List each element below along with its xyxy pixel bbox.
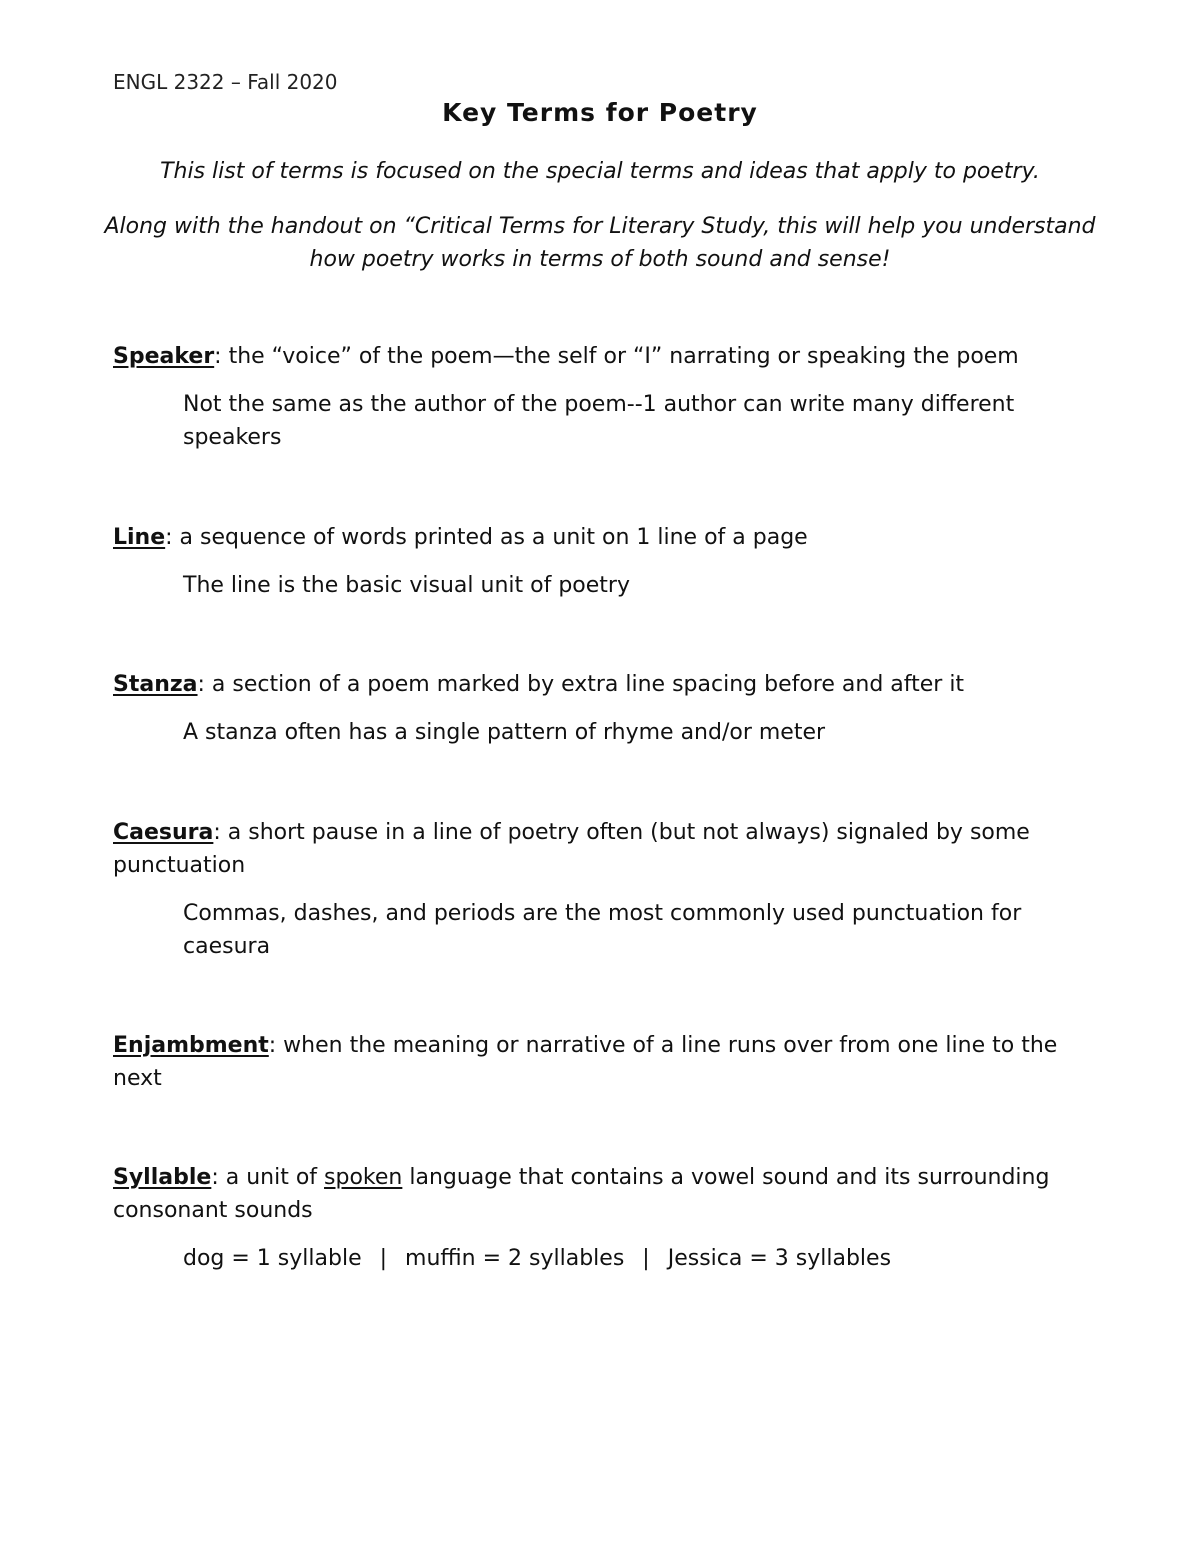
definition-text-before: : a unit of — [211, 1165, 325, 1190]
term-entry-caesura — [113, 816, 1103, 963]
definition-text: : a section of a poem marked by extra line spacing before and after it — [197, 672, 965, 697]
term-note: Commas, dashes, and periods are the most commonly used punctuation for caesura — [183, 901, 1022, 959]
term-entry-stanza — [113, 668, 1103, 749]
term-entry-line — [113, 521, 1103, 602]
term-definition — [113, 521, 1103, 554]
term-name: Caesura — [113, 820, 214, 845]
intro-line-1: This list of terms is focused on the special terms and ideas that apply to poetry. — [160, 159, 1040, 184]
term-entry-enjambment — [113, 1029, 1103, 1095]
definition-text-after: language that contains a vowel sound and its surrounding consonant sounds — [113, 1165, 1050, 1223]
definition-text: : when the meaning or narrative of a line runs over from one line to the next — [113, 1033, 1058, 1091]
term-definition — [113, 1029, 1103, 1095]
course-header: ENGL 2322 – Fall 2020 — [113, 70, 338, 94]
syllable-example-2: muffin = 2 syllables — [405, 1246, 625, 1271]
definition-text: : a sequence of words printed as a unit on 1 line of a page — [165, 525, 808, 550]
page-title: Key Terms for Poetry — [442, 98, 758, 127]
definition-underlined-word: spoken — [324, 1165, 403, 1190]
term-note: The line is the basic visual unit of poetry — [183, 573, 630, 598]
definition-text: : the “voice” of the poem—the self or “I” narrating or speaking the poem — [214, 344, 1019, 369]
term-definition — [113, 340, 1103, 373]
term-entry-syllable — [113, 1161, 1103, 1275]
term-name: Line — [113, 525, 166, 550]
term-definition — [113, 1161, 1103, 1227]
term-name: Syllable — [113, 1165, 212, 1190]
example-separator: | — [642, 1246, 650, 1271]
term-note: Not the same as the author of the poem--1 author can write many different speakers — [183, 392, 1015, 450]
example-separator: | — [379, 1246, 388, 1271]
definition-text: : a short pause in a line of poetry often (but not always) signaled by some punctuation — [113, 820, 1030, 878]
syllable-examples — [183, 1242, 1063, 1275]
intro-line-2: Along with the handout on “Critical Terms for Literary Study, this will help you understand how poetry works in terms of both sound and sense! — [104, 214, 1096, 272]
syllable-example-3: Jessica = 3 syllables — [667, 1246, 892, 1271]
term-name: Enjambment — [113, 1033, 269, 1058]
term-entry-speaker — [113, 340, 1103, 454]
term-name: Stanza — [113, 672, 198, 697]
term-definition — [113, 668, 1103, 701]
syllable-example-1: dog = 1 syllable — [183, 1246, 362, 1271]
term-definition — [113, 816, 1103, 882]
term-name: Speaker — [113, 344, 215, 369]
term-note: A stanza often has a single pattern of rhyme and/or meter — [183, 720, 826, 745]
